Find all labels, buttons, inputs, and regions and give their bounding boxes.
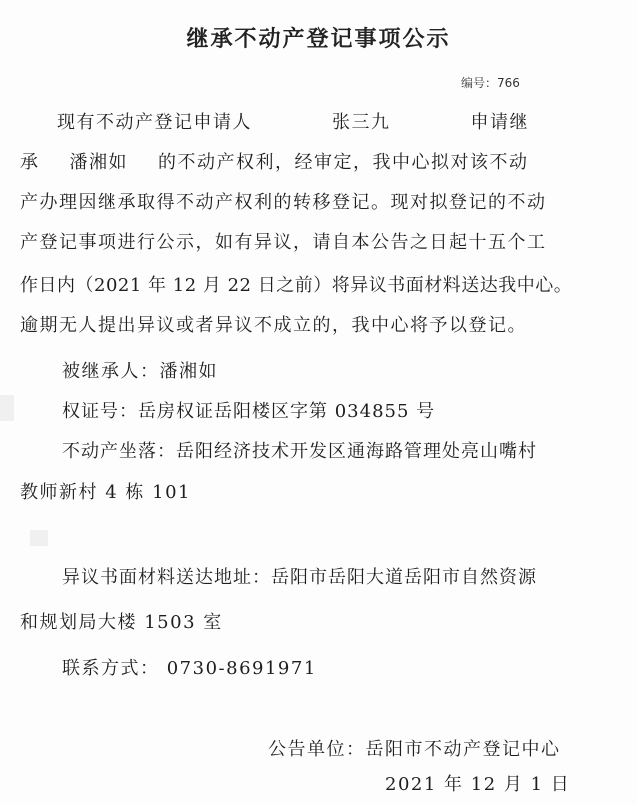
contact-line: 联系方式： 0730-8691971: [62, 658, 317, 679]
applicant-name: 张三九: [332, 112, 391, 133]
body-line-4: 产登记事项进行公示，如有异议，请自本公告之日起十五个工: [20, 232, 547, 253]
scan-artifact: [0, 395, 14, 421]
document-number: 编号：766: [461, 76, 520, 90]
apply-text: 申请继: [470, 112, 529, 133]
body-line-2: 承 潘湘如 的不动产权利，经审定，我中心拟对该不动: [20, 152, 529, 173]
applicant-intro: 现有不动产登记申请人: [57, 112, 252, 133]
body-line-5: 作日内（2021 年 12 月 22 日之前）将异议书面材料送达我中心。: [20, 275, 573, 296]
notice-title: 继承不动产登记事项公示: [186, 27, 451, 52]
body-line-6: 逾期无人提出异议或者异议不成立的，我中心将予以登记。: [20, 315, 527, 336]
certificate-line: 权证号：岳房权证岳阳楼区字第 034855 号: [62, 401, 436, 422]
date-line: 2021 年 12 月 1 日: [385, 774, 571, 795]
scan-artifact: [30, 530, 48, 546]
deceased-name: 潘湘如: [69, 152, 128, 173]
location-line-2: 教师新村 4 栋 101: [20, 482, 191, 503]
address-line-2: 和规划局大楼 1503 室: [20, 612, 223, 633]
body-line-1: [57, 108, 529, 134]
issuer-line: 公告单位：岳阳市不动产登记中心: [268, 739, 561, 760]
heir-line: 被继承人：潘湘如: [62, 361, 218, 382]
address-line-1: 异议书面材料送达地址：岳阳市岳阳大道岳阳市自然资源: [62, 567, 537, 588]
location-line-1: 不动产坐落：岳阳经济技术开发区通海路管理处亮山嘴村: [62, 441, 537, 462]
body-line-3: 产办理因继承取得不动产权利的转移登记。现对拟登记的不动: [20, 192, 547, 213]
